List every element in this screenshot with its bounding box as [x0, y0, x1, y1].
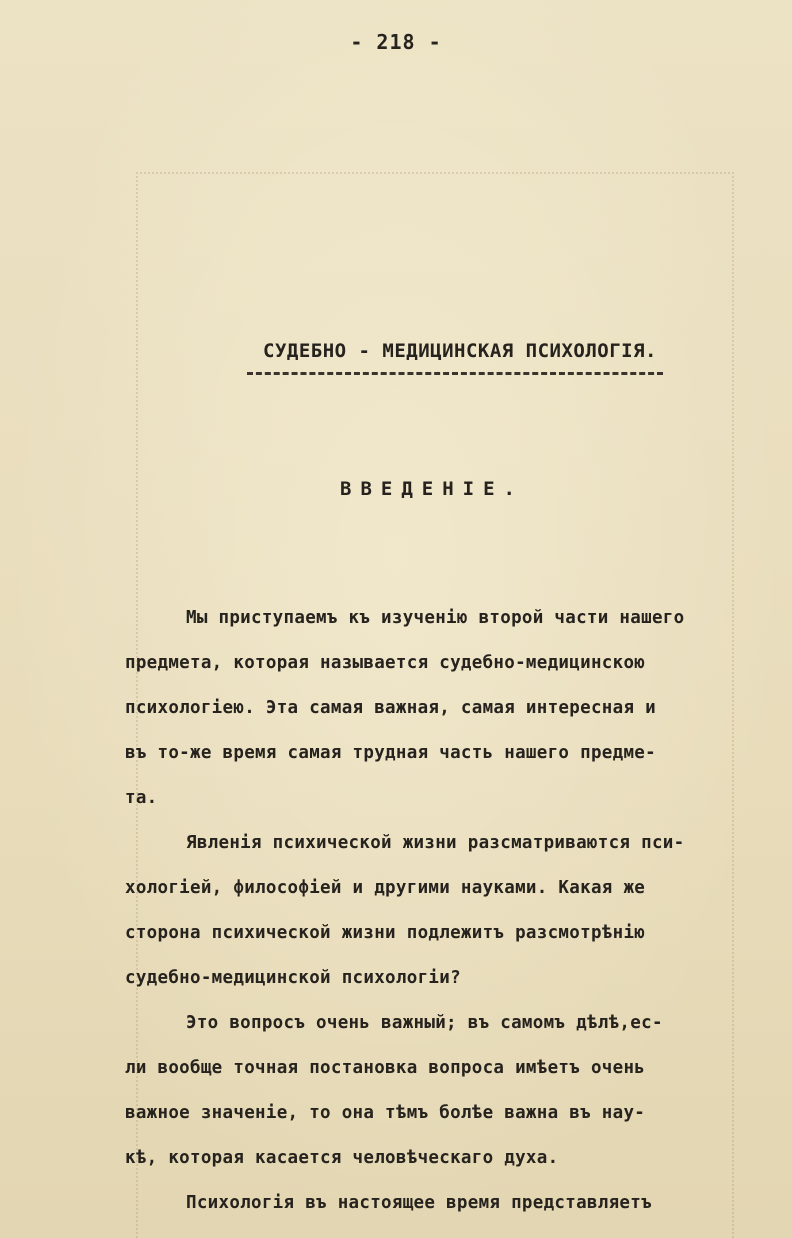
chapter-heading: СУДЕБНО - МЕДИЦИНСКАЯ ПСИХОЛОГIЯ.: [263, 340, 657, 362]
body-text: [125, 596, 775, 1226]
text-line: та.: [125, 788, 158, 808]
heading-underline: [247, 372, 663, 375]
page-number: - 218 -: [350, 30, 442, 54]
text-line: предмета, которая называется судебно-медицинскою: [125, 653, 646, 673]
section-title: ВВЕДЕНIЕ.: [340, 478, 524, 500]
text-line: Явленiя психической жизни разсматриваются пси-: [186, 833, 685, 853]
text-line: Это вопросъ очень важный; въ самомъ дѣлѣ,ес-: [186, 1013, 663, 1033]
text-line: хологiей, философiей и другими науками. Какая же: [125, 878, 646, 898]
text-line: въ то-же время самая трудная часть нашего предме-: [125, 743, 656, 763]
text-line: судебно-медицинской психологiи?: [125, 968, 461, 988]
text-line: Мы приступаемъ къ изученiю второй части нашего: [186, 608, 685, 628]
text-line: сторона психической жизни подлежитъ разсмотрѣнiю: [125, 923, 646, 943]
text-line: кѣ, которая касается человѣческаго духа.: [125, 1148, 559, 1168]
text-line: психологiею. Эта самая важная, самая интересная и: [125, 698, 656, 718]
text-line: Психологiя въ настоящее время представляетъ: [186, 1193, 652, 1213]
text-line: ли вообще точная постановка вопроса имѣетъ очень: [125, 1058, 646, 1078]
text-line: важное значенiе, то она тѣмъ болѣе важна въ нау-: [125, 1103, 646, 1123]
